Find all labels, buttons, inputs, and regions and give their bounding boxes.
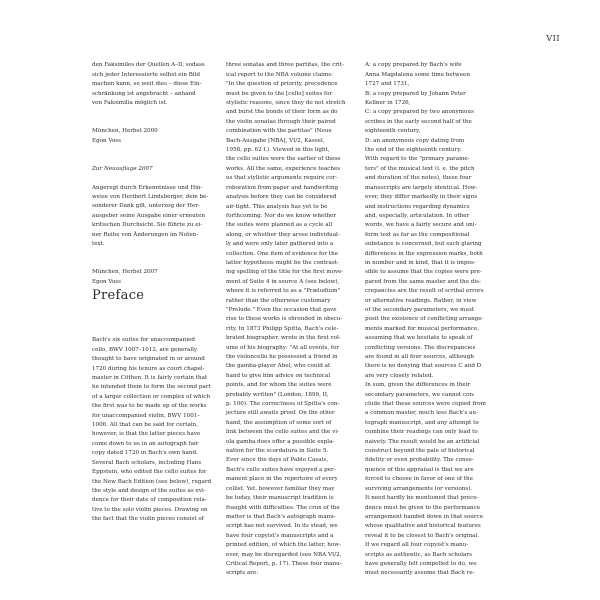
column-middle xyxy=(226,52,358,588)
column-left-top xyxy=(92,52,220,306)
signature-2000: München, Herbst 2000 Egon Voss xyxy=(92,128,158,144)
note-title xyxy=(92,165,220,174)
preface-paragraph: Bach's six suites for unaccompanied cello, BWV 1007–1012, are generally thought to have originated in or around 1720 during his tenure as court chapel- master in Cöthen. It is fairly certain that he intended them to form the second part of a larger collection or complex of which the first was to be made up of the works for unaccompanied violin, BWV 1001– 1006. All that can be said for certain, however, is that the latter pieces have come down to us in an autograph fair copy dated 1720 in Bach's own hand. Several Bach scholars, including Hans Eppstein, who edited the cello suites for the New Bach Edition (see below), regard the style and design of the suites as evi- dence for their date of composition rela- tive to the solo violin pieces. Drawing on the fact that the violin pieces consist of xyxy=(92,337,212,523)
note-paragraph: Angeregt durch Erkenntnisse und Hin- weise von Heribert Lindsberger, dem be- sonderer Dank gilt, unterzog der Her- ausgeber seine Ausgabe einer erneuten kritischen Durchsicht. Sie führte zu ei- ner Reihe von Änderungen im Noten- text. xyxy=(92,184,209,248)
middle-text: three sonatas and three partitas, the crit- ical report to the NBA volume claims: "In the question of priority, precedence must be given to the [cello] suites for stylistic reasons, since they do not stretch and burst the bonds of their form as do the violin sonatas through their paired combination with the partitas" (Neue Bach-Ausgabe [NBA], VI/2, Kassel, 1958, pp. 62 f.). Viewed in this light, the cello suites were the earlier of these works. All the same, experience teaches us that stylistic arguments require cor- roboration from paper and handwriting analysis before they can be considered air-tight. This analysis has yet to be forthcoming. Nor do we know whether the suites were planned as a cycle all along, or whether they arose individual- ly and were only later gathered into a collection. One item of evidence for the latter hypothesis might be the contrast- ing spelling of the title for the first move- ment of Suite 4 in source A (see below), where it is referred to as a "Præludium" rather than the otherwise customary "Prelude." Even the occasion that gave rise to these works is shrouded in obscu- rity. In 1873 Philipp Spitta, Bach's cele- brated biographer, wrote in the first vol- ume of his biography: "At all events, for the violoncello he possessed a friend in the gamba-player Abel, who could at hand to give him advice on technical points, and for whom the suites were probably written" (London, 1899, II, p. 100). The correctness of Spitta's con- jecture still awaits proof. On the other hand, the assumption of some sort of link between the cello suites and the vi- ola gamba does offer a possible expla- nation for the scordatura in Suite 5. Ever since the days of Pablo Casals, Bach's cello suites have enjoyed a per- manent place in the repertoire of every cellist. Yet, however familiar they may be today, their manuscript tradition is fraught with difficulties. The crux of the matter is that Bach's autograph manu- script has not survived. In its stead, we have four copyist's manuscripts and a printed edition, of which the latter, how- ever, may be disregarded (see NBA VI/2, Critical Report, p. 17). These four manu- scripts are: xyxy=(226,62,346,577)
closing-paragraph: den Faksimiles der Quellen A–D, sodass sich jeder Interessierte selbst ein Bild machen kann, so weit dies – diese Ein- schränkung ist angebracht – anhand von Faksimilia möglich ist. xyxy=(92,62,205,107)
column-right xyxy=(365,52,495,588)
page-number: VII xyxy=(546,34,560,43)
signature-2007: München, Herbst 2007 Egon Voss xyxy=(92,269,158,285)
preface-heading: Preface xyxy=(92,288,145,303)
column-left-preface xyxy=(92,327,220,534)
note-title-text: Zur Neuauflage 2007 xyxy=(92,165,153,172)
right-text: A: a copy prepared by Bach's wife Anna Magdalena some time between 1727 and 1731, B: a copy prepared by Johann Peter Kellner in 1726, C: a copy prepared by two anonymous scribes in the early second half of the eighteenth century, D: an anonymous copy dating from the end of the eighteenth century. With regard to the "primary parame- ters" of the musical text (i. e. the pitch and duration of the notes), these four manuscripts are largely identical. How- ever, they differ markedly in their signs and instructions regarding dynamics and, especially, articulation. In other words, we have a fairly secure and uni- form text as far as the compositional substance is concerned, but such glaring differences in the expression marks, both in number and in kind, that it is impos- sible to assume that the copies were pre- pared from the same master and the dis- crepancies are the result of scribal errors or alternative readings. Rather, in view of the secondary parameters, we must posit the existence of conflicting arrange- ments marked for musical performance, assuming that we hesitate to speak of conflicting versions. The discrepancies are found in all four sources, although there is no denying that sources C and D are very closely related. In sum, given the differences in their secondary parameters, we cannot con- clude that these sources were copied from a common master, much less Bach's au- tograph manuscript, and any attempt to combine their readings can only lead to naivety. The result would be an artificial construct beyond the pale of historical fidelity or even probability. The conse- quence of this appraisal is that we are forced to choose in favor of one of the surviving arrangements (or versions). It need hardly be mentioned that prece- dence must be given to the performance arrangement handed down in that source whose qualitative and historical features reveal it to be closest to Bach's original. If we regard all four copyist's manu- scripts as authentic, as Bach scholars have generally felt compelled to do, we must necessarily assume that Bach re- xyxy=(365,62,486,577)
